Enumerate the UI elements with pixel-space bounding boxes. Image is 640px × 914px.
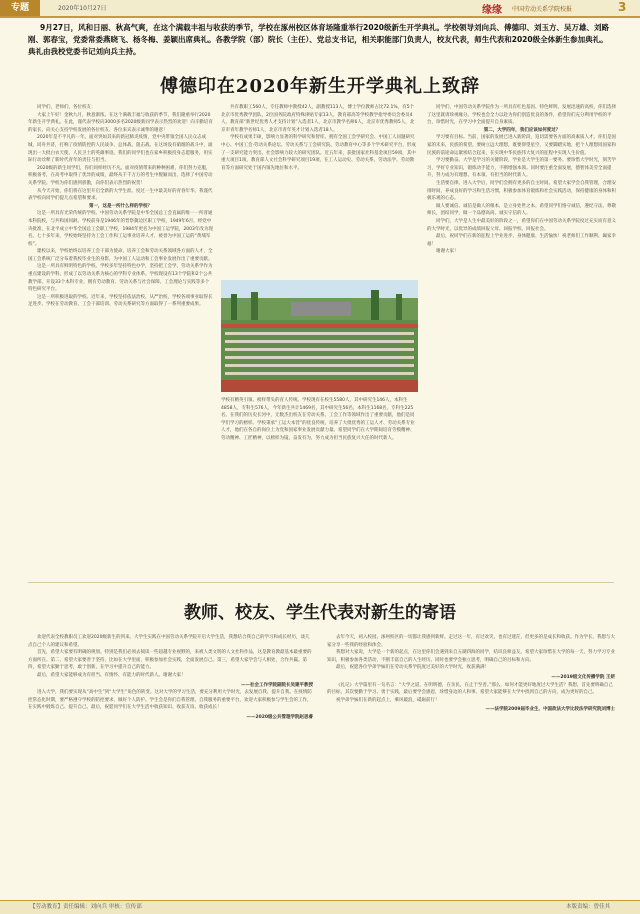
- paragraph: 最后，祝同学们在新的征程上学业进步、身体健康、生活愉快！祝老师们工作顺利、阖家幸福！: [427, 234, 616, 247]
- opening-ceremony-photo: [221, 280, 418, 392]
- paragraph: 同学们，老师们，各位校友：: [37, 105, 96, 110]
- paragraph: 我想对大家说，大学是一个新的起点，在这里你们会遇到来自五湖四海的同学，结识良师益友。希望大家珍惜在大学的每一天，努力学习专业知识，积极参加各类活动，不断丰富自己的人生经历。同时也要学会独立思考，明确自己的目标和方向。: [327, 650, 615, 663]
- speaker-signature: ——2020级公共管理学院赵思睿: [246, 714, 313, 720]
- paragraph: 学习要勤奋。大学是学习的关键阶段，学业是大学生的第一要务。要珍惜大学时光，刻苦学习，学好专业知识，锻炼动手能力，不断增强本领。同时要注重全面发展，德智体美劳全面提升，努力成为有理想、有本领、有担当的时代新人。: [427, 158, 616, 179]
- article-column-1: [28, 104, 213, 576]
- paragraph: 进入大学，我们要实现从“高中生”到“大学生”角色的转变。这对大学的学习生活，要充分利用大学时光，去发展自我、提升自我。在疫情防控常态化时期，要严格遵守学校的防控要求，做好个人防护。学生会是你们自我管理、自我服务的重要平台，欢迎大家积极参与学生会的工作，在实践中锻炼自己、提升自己。最后，祝愿同学们在大学生活中收获知识、收获友谊、收获成长！: [28, 690, 312, 711]
- paragraph: 2020级的新生同学们，你们同样经历不凡。面对疫情带来的种种困难，你们努力克服，积极备考，在高考中取得了优异的成绩，最终从千千万万的考生中脱颖而出，选择了中国劳动关系学院。学校为你们感到骄傲，向你们表示热烈的祝贺！: [28, 165, 213, 186]
- paragraph: 欢迎代表全校教职员工欢迎2020级新生的到来。大学生实践在中国劳动关系学院开启大学生活，我想结合我自己的学习和成长经历，谈几点自己个人的建议和希望。: [28, 635, 310, 648]
- newspaper-logo: 缘缘: [482, 5, 502, 16]
- paragraph: 做人要诚信。诚信是做人的根本，是立身处世之本。希望同学们恪守诚信，遵纪守法，尊敬师长，团结同学，做一个品德高尚、诚实守信的人。: [427, 203, 616, 217]
- page-footer: [0, 900, 640, 914]
- paragraph: 同学们，中国劳动关系学院作为一所具有红色基因、特色鲜明、发展迅速的高校，你们选择了这里就请珍视缘分。学校也会全力以赴为你们创造优良的条件，希望你们充分利用学校的平台，珍惜时光，在学习中全面提升自身素质。: [427, 105, 616, 126]
- paragraph: 去年今天，初入校园，涿州校区的一切都让我感到新鲜。走过这一年，有过欢笑，也有过迷茫，但更多的是成长和收获。作为学长，我想与大家分享一些我的经验和体会。: [327, 635, 615, 648]
- section-subheading: 第一，这是一所什么样的学校？: [89, 203, 152, 209]
- paragraph: 这是一所具有光荣传统的学校。中国劳动关系学院是中华全国总工会直属的唯一一所普通本科院校，与共和国同龄。学校前身是1946年的晋察冀边区职工学校，1949年6月，经党中央批准，在北平成立中华全国总工会职工学校，1984年更名为中国工运学院，2003年改为现名。七十多年来，学校始终坚持为工会工作和工运事业培养人才，被誉为中国工运的“黄埔军校”。: [28, 211, 213, 247]
- page-number: 3: [618, 0, 627, 14]
- second-headline: 教师、校友、学生代表对新生的寄语: [184, 603, 456, 623]
- paragraph: 这是一所具有鲜明特色的学校。学校多年坚持特色办学，坚持把工会学、劳动关系学作为重点建设的学科，形成了以劳动关系为核心的学科专业体系。学校现设有13个学院和2个公共教学部，开设33个本科专业，拥有劳动教育、劳动关系与社会保障、工会理论与实践等多个特色研究平台。: [28, 264, 213, 293]
- paragraph: 学校有成果丰硕，影响力显著的科学研究和智库。拥有全国工会学研究会、中国工人问题研究中心、中国工会·劳动关系论坛、劳动关系与工会研究院、劳动教育中心等多个学术研究平台，形成了一支研究能力突出、社会影响力较大的研究团队。近五年来，获批国家社科基金项目59项，其中重大项目1项，教育部人文社会科学研究项目19项，在工人运动史、劳动关系、劳动法学、劳动教育等方面研究处于国内领先地位和水平。: [221, 135, 416, 171]
- paragraph: 首先，希望大家要有明确的规划。特别是我们必须去阅读一些超越专业视野的，来被人类文明的人文社科作品，这是教育教最基本最重要的方面所在。第二，希望大家要善于坚持，比如在大学里面，积极参加社会实践，全面发展自己。第三，希望大家学会与人相处，合作共赢。第四，希望大家勤于思考，敢于创新，在学习中提升自己的能力。: [28, 650, 312, 671]
- newspaper-name: 中国劳动关系学院校报: [512, 6, 573, 13]
- paragraph: 《礼记》大学篇里有一句名言：“大学之道，在明明德，在亲民，在止于至善。”那么，如何才能更好地度过大学生活？我想，首先要明确自己的目标，其次要勤于学习、勇于实践，最后要学会感恩，珍惜身边的人和事。希望大家能够在大学中找到自己的方向，成为更好的自己。: [327, 682, 613, 696]
- article-column-2: [221, 104, 418, 276]
- paragraph: 谢谢大家！: [436, 249, 459, 255]
- article-headline: 傅德印在2020年新生开学典礼上致辞: [159, 76, 481, 97]
- paragraph: 2020年是不平凡的一年。面对突如其来的新冠肺炎疫情，党中央带领全国人民众志成城，同舟共济，打响了疫情防控的人民战争、总体战、阻击战。在这场没有硝烟的战斗中，涌现出一大批白衣天使、人民卫士的英雄事迹。我们的同学们也在家乡积极投身志愿服务，用实际行动诠释了新时代青年的责任与担当。: [28, 135, 213, 164]
- paragraph: 最后，希望大家能够成为有担当、有情怀、有能力的时代新人。谢谢大家！: [37, 672, 186, 678]
- paragraph: 同学们，大学是人生中最美好的阶段之一，希望你们在中国劳动关系学院度过充实而有意义的大学时光，以优异的成绩回报父母、回报学校、回报社会。: [427, 218, 616, 232]
- page-header: [0, 0, 640, 18]
- speaker-signature: ——法学院2009届毕业生、中国政法大学比较法学研究院刘博士: [485, 707, 615, 713]
- paragraph: 从今天开始，你们将在这里开启全新的大学生涯。度过一生中最美好的青春年华。我谨代表学校向同学们提几点希望和要求。: [28, 188, 213, 202]
- article-column-3: [427, 104, 617, 576]
- remarks-right-column: [327, 634, 615, 896]
- paragraph: 建校以来，学校始终以培养工会干部为使命，培养工会和劳动关系领域各方面的人才，全国工会系统广泛分布着我校毕业生的身影，为中国工人运动和工会事业发展作出了重要贡献。: [28, 249, 213, 262]
- section-tag: 专题: [0, 0, 40, 16]
- footer-editor: 本版责编：曾佳其: [566, 904, 611, 910]
- paragraph: 最后，祝愿各位学弟学妹们在劳动关系学院度过美好的大学时光，收获满满！: [336, 665, 489, 671]
- photo-caption: 学校有精英引领、榜样带头的育人传统。学校现有在校生5580人，其中研究生146人，本科生4858人，专科生576人，今年新生共计1469名，其中研究生56名，本科生1168名，专科生225名。在我们的历史长河中，无数杰出校友在劳动关系、工会工作等领域作出了重要贡献，他们是同学们学习的榜样。学校秉承“工运大本营”的优良传统，培养了大批优秀的工运人才、劳动关系专业人才，他们在各自的岗位上为党和国家事业发展贡献力量。希望同学们在大学期间培育劳模精神、劳动精神、工匠精神，以榜样为镜，奋发有为，努力成为担当民族复兴大任的时代新人。: [221, 398, 415, 441]
- footer-credits: 【劳动教育】责任编辑：刘向兵 审核：宣传部: [30, 904, 142, 910]
- paragraph: 这是一所积极进取的学校。近年来，学校坚持依法治校、从严治校，学校各项事业取得长足进步。学校在劳动教育、工会干部培训、劳动关系研究等方面取得了一系列重要成果。: [28, 294, 213, 308]
- paragraph: 共有教职工560人，专任教师中教授42人，副教授113人，博士学位教师占比72.1%，有5个北京市优秀教学团队，2位国务院政府特殊津贴专家13人，教育部高等学校教学指导委员会委员4人，教育部“新世纪优秀人才支持计划”入选者1人，北京市教学名师6人，北京市优秀教师5人，北京市青年教学名师1人，北京市青年英才计划入选者18人。: [221, 105, 415, 133]
- section-divider: [28, 582, 614, 583]
- paragraph: 生活要自律。进入大学后，同学们会拥有更多的自主时间。希望大家学会自我管理，合理安排时间，养成良好的学习和生活习惯，积极参加体育锻炼和社会实践活动，保持健康的身体和积极乐观的心态。: [427, 180, 616, 202]
- speaker-signature: ——社会工作学院副院长吴建平教授: [241, 682, 313, 688]
- section-subheading: 第二，大学四年，我们应该如何度过？: [483, 127, 561, 133]
- paragraph: 大家上午好！金秋九月，秋意渐浓。在这个满载丰福与收获的季节，我们隆重举行2020年新生开学典礼。在此，谨代表学校向3000多名2020级新同学表示热烈的欢迎！向辛勤培育的家长、向关心支持学校发展的各位校友、各位来宾表示诚挚的谢意！: [28, 112, 213, 133]
- paragraph: 学习要有目标。当前，国家的发展已进入新阶段，迫切需要各方面的高素质人才。你们是国家的未来，民族的希望。要树立远大理想，既要仰望星空，又要脚踏实地，把个人理想同国家和民族的前途命运紧密结合起来，在实现中华民族伟大复兴的征程中实现人生价值。: [427, 135, 616, 156]
- paragraph: 祝学弟学妹们在新的起点上，乘风破浪，砥砺前行！: [336, 697, 440, 703]
- remarks-left-column: [28, 634, 313, 896]
- speaker-signature: ——2019级文化传播学院 王妍: [551, 674, 615, 680]
- issue-date: 2020年10月27日: [58, 5, 107, 12]
- lead-paragraph: 9月27日，风和日丽、秋高气爽，在这个满载丰祖与收获的季节，学校在涿州校区体育场隆重举行2020级新生开学典礼。学校领导刘向兵、傅德印、刘玉方、吴万雄、刘路刚、郭春宝，党委常委燕晓飞、杨冬梅、姜颖出席典礼。各教学院（部）院长（主任）、党总支书记，相关职能部门负责人，校友代表，师生代表和2020级全体新生参加典礼。典礼由我校党委书记刘向兵主持。: [28, 23, 610, 56]
- ceremony-photo-illustration: [221, 280, 418, 392]
